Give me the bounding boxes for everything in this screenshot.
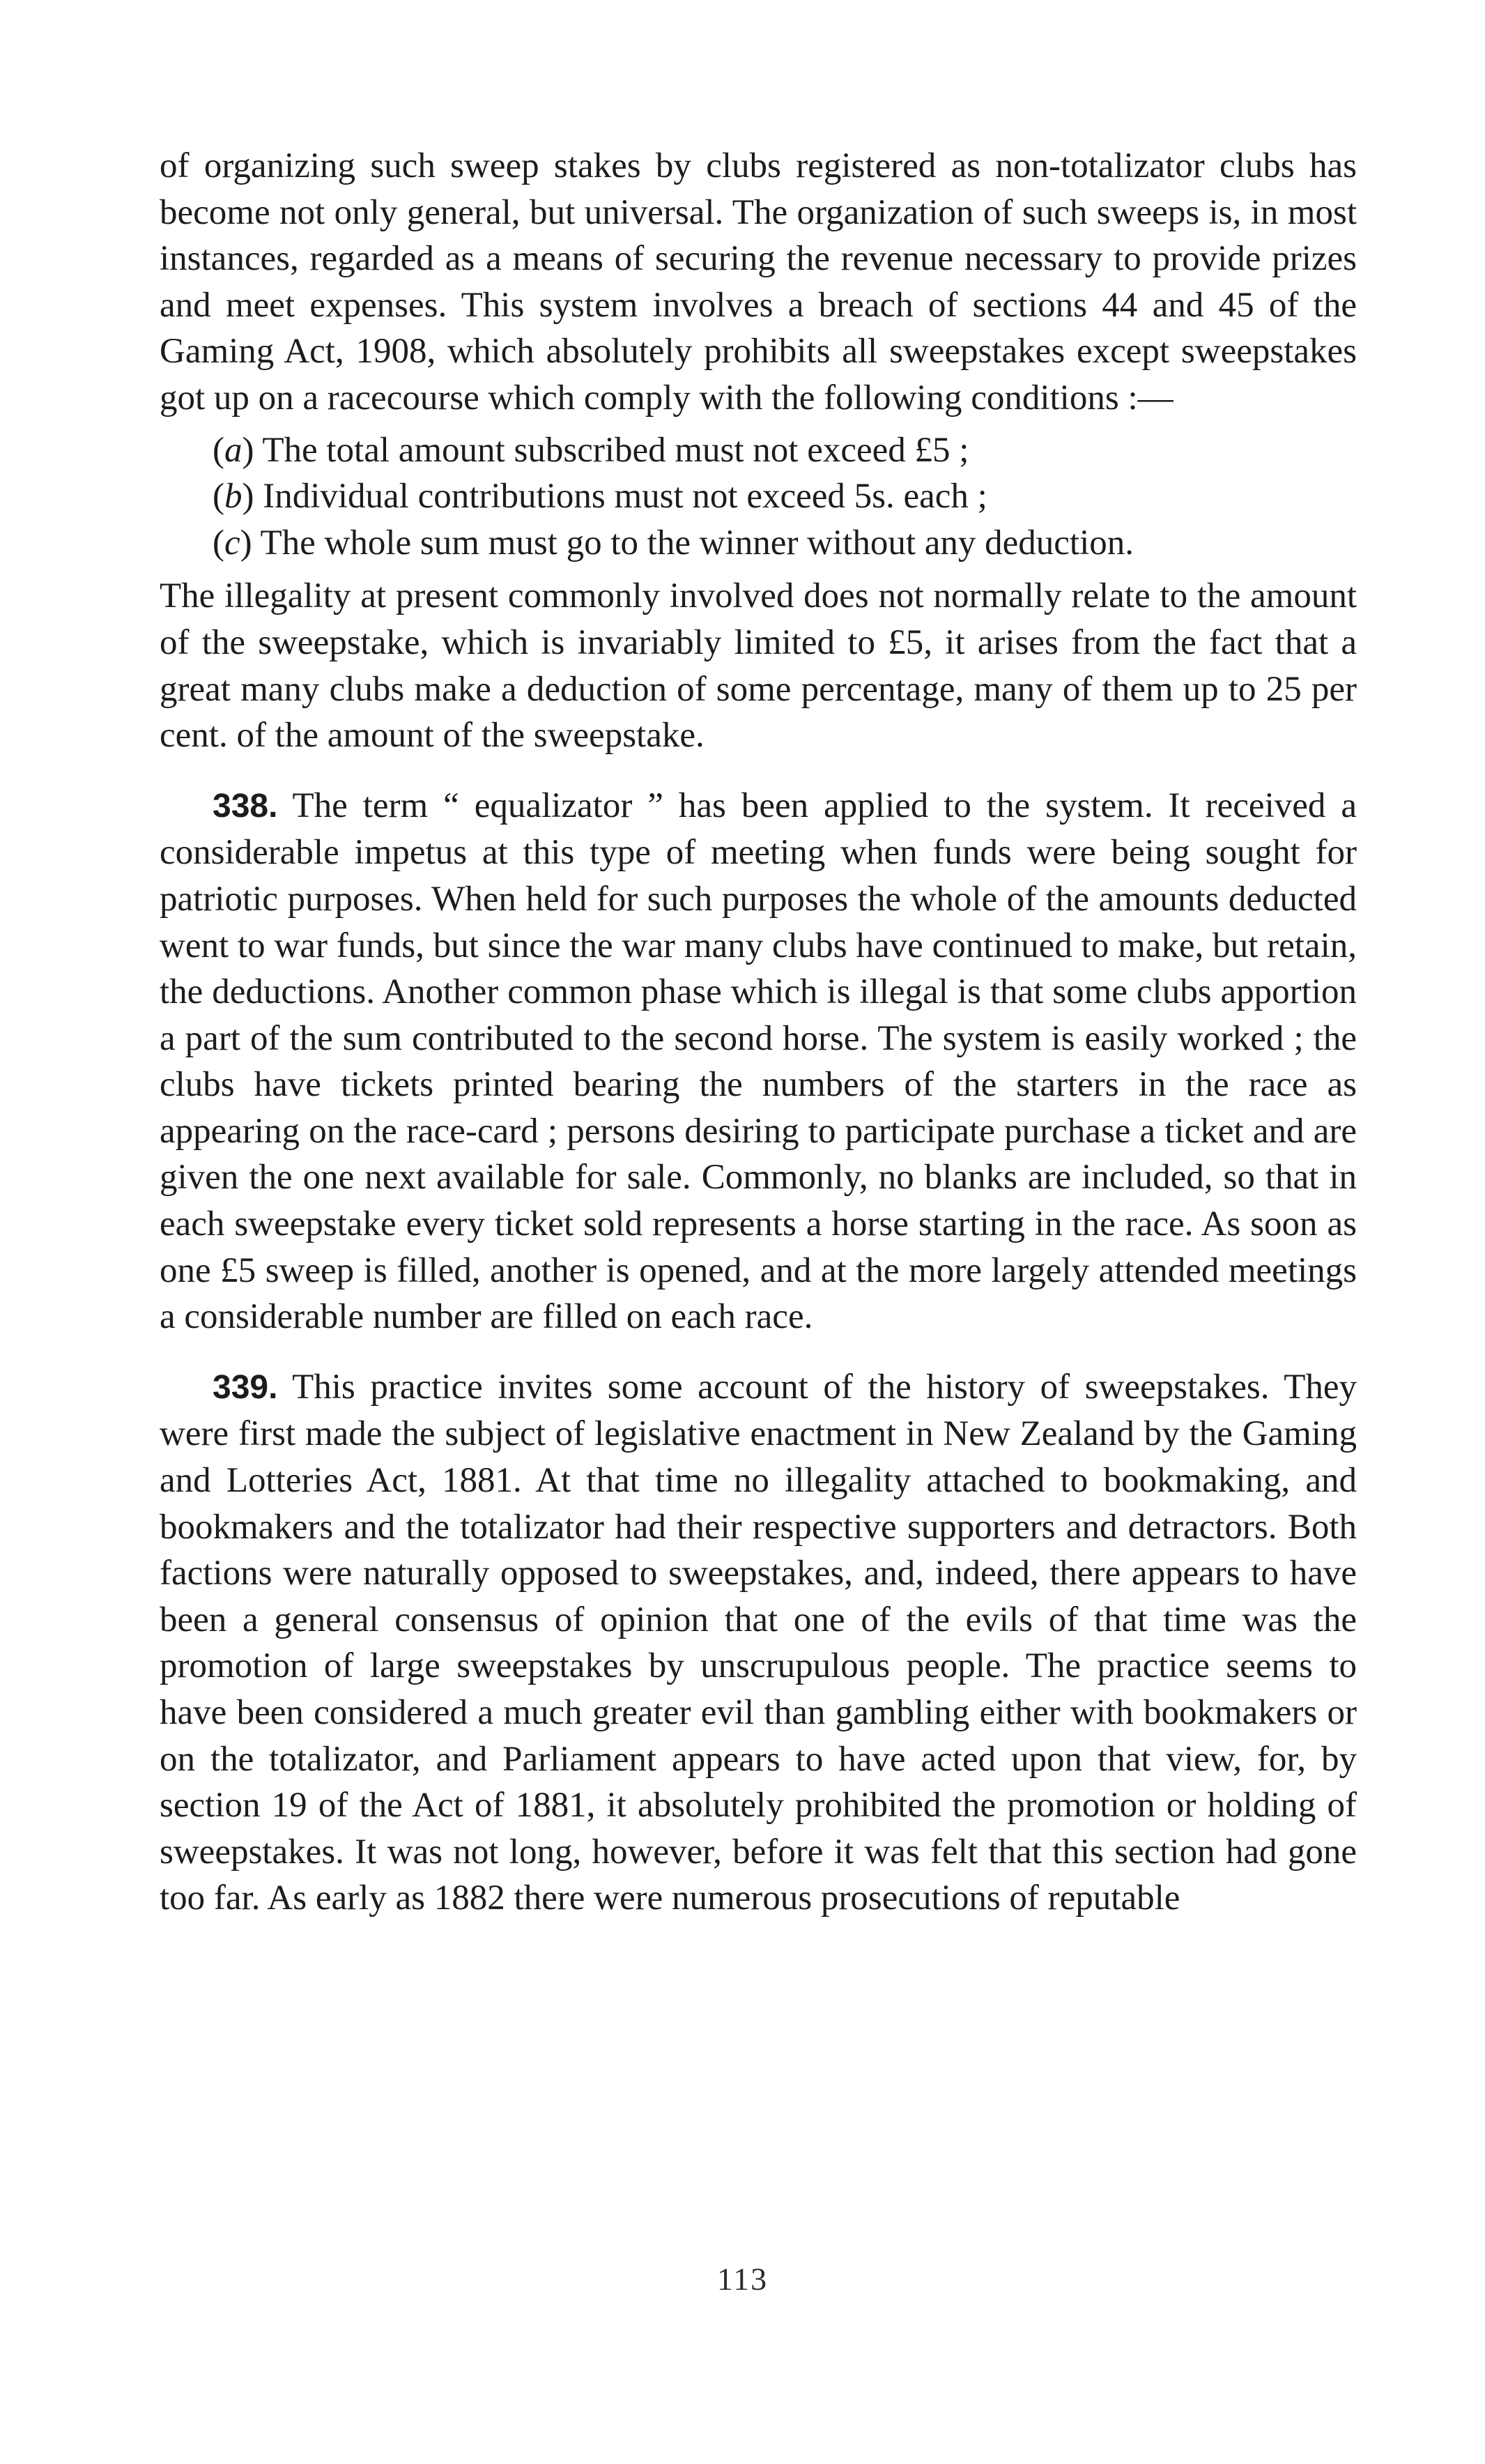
condition-text: The whole sum must go to the winner without any deduction. [260, 523, 1134, 563]
condition-marker: (b) [213, 477, 254, 516]
paragraph-339 [160, 1364, 1357, 1922]
paragraph-number: 338. [213, 787, 278, 825]
paragraph-number: 339. [213, 1368, 278, 1406]
document-page [160, 143, 1357, 1922]
paragraph-text: The term “ equalizator ” has been applied to the system. It received a considerable impetus at this type of meeting when funds were being sought for patriotic purposes. When held for such purposes the whole of the amounts deducted went to war funds, but since the war many clubs have continued to make, but retain, the deductions. Another common phase which is illegal is that some clubs apportion a part of the sum contributed to the second horse. The system is easily worked ; the clubs have tickets printed bearing the numbers of the starters in the race as appearing on the race-card ; persons desiring to participate purchase a ticket and are given the one next available for sale. Commonly, no blanks are included, so that in each sweepstake every ticket sold represents a horse starting in the race. As soon as one £5 sweep is filled, another is opened, and at the more largely attended meetings a considerable number are filled on each race. [160, 786, 1357, 1337]
condition-text: Individual contributions must not exceed 5s. each ; [263, 477, 987, 516]
condition-item [160, 520, 1357, 567]
paragraph-text: This practice invites some account of the history of sweepstakes. They were first made the subject of legislative enactment in New Zealand by the Gaming and Lotteries Act, 1881. At that time no illegality attached to bookmaking, and bookmakers and the totalizator had their respective supporters and detractors. Both factions were naturally opposed to sweepstakes, and, indeed, there appears to have been a general consensus of opinion that one of the evils of that time was the promotion of large sweepstakes by unscrupulous people. The practice seems to have been considered a much greater evil than gambling either with bookmakers or on the totalizator, and Parliament appears to have acted upon that view, for, by section 19 of the Act of 1881, it absolutely prohibited the promotion or holding of sweepstakes. It was not long, however, before it was felt that this section had gone too far. As early as 1882 there were numerous prosecutions of reputable [160, 1367, 1357, 1918]
condition-text: The total amount subscribed must not exceed £5 ; [262, 430, 969, 470]
page-number: 113 [716, 2261, 769, 2297]
opening-paragraph: of organizing such sweep stakes by clubs registered as non-totalizator clubs has become not only general, but universal. The organization of such sweeps is, in most instances, regarded as a means of securing the revenue necessary to provide prizes and meet expenses. This system involves a breach of sections 44 and 45 of the Gaming Act, 1908, which absolutely prohibits all sweepstakes except sweepstakes got up on a racecourse which comply with the following conditions :— [160, 146, 1357, 418]
condition-marker: (c) [213, 523, 252, 563]
condition-item [160, 473, 1357, 520]
condition-marker: (a) [213, 430, 254, 470]
condition-item [160, 427, 1357, 474]
illegality-paragraph: The illegality at present commonly involved does not normally relate to the amount of the sweepstake, which is invariably limited to £5, it arises from the fact that a great many clubs make a deduction of some percentage, many of them up to 25 per cent. of the amount of the sweepstake. [160, 576, 1357, 756]
paragraph-338 [160, 783, 1357, 1340]
conditions-list [160, 427, 1357, 567]
